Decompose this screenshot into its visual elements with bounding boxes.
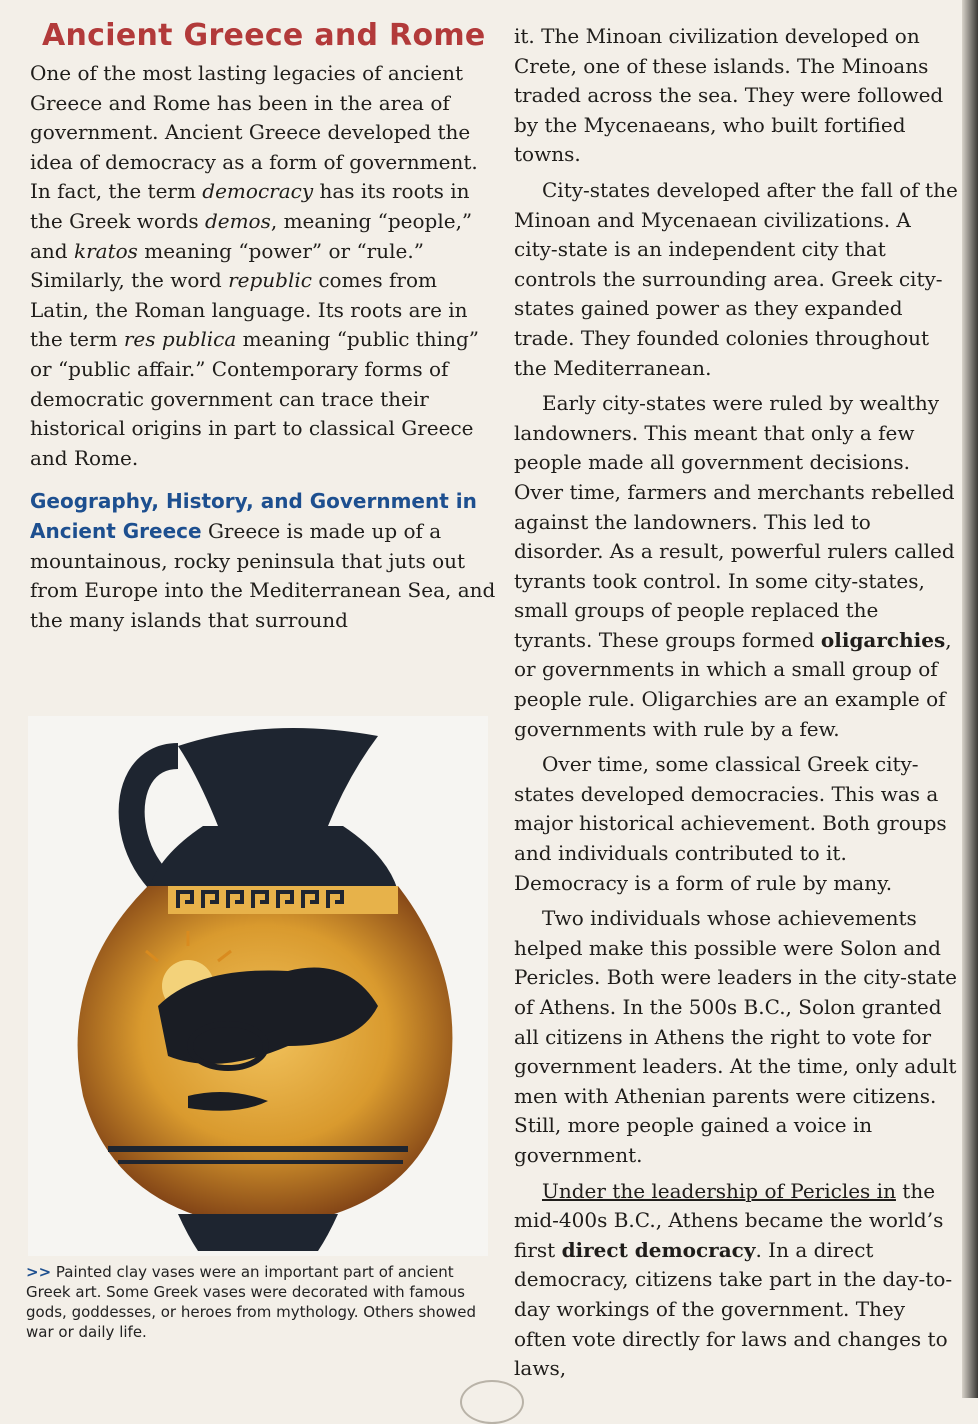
intro-text: One of the most lasting legacies of ancient Greece and Rome has been in the area of government. Ancient Greece developed the idea of democracy as a form of government. In fact, the term	[30, 61, 478, 204]
page-title: Ancient Greece and Rome	[42, 18, 486, 53]
term-direct-democracy: direct democracy	[561, 1237, 756, 1262]
greek-vase-photo	[28, 716, 488, 1256]
page-bottom-mark	[460, 1380, 524, 1424]
left-column	[30, 18, 500, 649]
right-paragraph-5: Two individuals whose achievements helped make this possible were Solon and Pericles. Both were leaders in the city-state of Athens. In the 500s B.C., Solon granted all citizens in Athens the right to vote for government leaders. At the time, only adult men with Athenian parents were citizens. Still, more people gained a voice in government.	[514, 906, 957, 1167]
intro-term-kratos: kratos	[73, 238, 138, 263]
p6-text: . In a direct democracy, citizens take part in the day-to-day workings of the government. They often vote directly for laws and changes to laws,	[514, 1237, 953, 1381]
photo-caption	[26, 1262, 496, 1342]
intro-text: meaning “power” or “rule.” Similarly, the word	[30, 238, 424, 293]
right-paragraph-3	[514, 389, 960, 744]
p6-underlined-text: Under the leadership of Pericles in	[542, 1178, 896, 1203]
page-binding-edge	[962, 0, 978, 1398]
intro-term-demos: demos	[204, 208, 271, 233]
p3-text: Early city-states were ruled by wealthy landowners. This meant that only a few people made all government decisions. Over time, farmers and merchants rebelled against the landowners. This led to disorder. As a result, powerful rulers called tyrants took control. In some city-states, small groups of people replaced the tyrants. These groups formed	[514, 391, 955, 652]
vase-base	[178, 1214, 338, 1251]
intro-term-res-publica: res publica	[123, 327, 237, 352]
vase-neck	[178, 728, 378, 826]
intro-text: meaning “public thing” or “public affair.” Contemporary forms of democratic government can trace their historical origins in part to classical Greece and Rome.	[30, 327, 479, 470]
right-paragraph-6	[514, 1177, 960, 1384]
right-paragraph-1: it. The Minoan civilization developed on Crete, one of these islands. The Minoans traded across the sea. They were followed by the Mycenaeans, who built fortified towns.	[514, 24, 944, 167]
intro-term-republic: republic	[228, 268, 312, 293]
p3-text: , or governments in which a small group of people rule. Oligarchies are an example of governments with rule by a few.	[514, 627, 952, 741]
right-paragraph-2: City-states developed after the fall of the Minoan and Mycenaean civilizations. A city-state is an independent city that controls the surrounding area. Greek city-states gained power as they expanded trade. They founded colonies throughout the Mediterranean.	[514, 177, 958, 380]
section-text: Greece is made up of a mountainous, rocky peninsula that juts out from Europe into the Mediterranean Sea, and the many islands that surround	[30, 518, 496, 632]
caption-marker: >>	[26, 1263, 52, 1281]
term-oligarchies: oligarchies	[820, 627, 946, 652]
intro-text: has its roots in the Greek words	[30, 179, 470, 233]
right-paragraph-4: Over time, some classical Greek city-states developed democracies. This was a major historical achievement. Both groups and individuals contributed to it. Democracy is a form of rule by many.	[514, 752, 947, 895]
caption-text: Painted clay vases were an important part of ancient Greek art. Some Greek vases were decorated with famous gods, goddesses, or heroes from mythology. Others showed war or daily life.	[26, 1263, 476, 1341]
intro-paragraph	[30, 59, 500, 473]
section-paragraph	[30, 487, 500, 635]
p6-text: the mid-400s B.C., Athens became the world’s first	[514, 1178, 944, 1262]
vase-illustration	[28, 716, 488, 1256]
intro-text: comes from Latin, the Roman language. Its roots are in the term	[30, 268, 468, 352]
right-column	[514, 22, 960, 1390]
section-heading: Geography, History, and Government in Ancient Greece	[30, 489, 477, 543]
intro-term-democracy: democracy	[202, 179, 314, 204]
intro-text: , meaning “people,” and	[30, 208, 473, 263]
